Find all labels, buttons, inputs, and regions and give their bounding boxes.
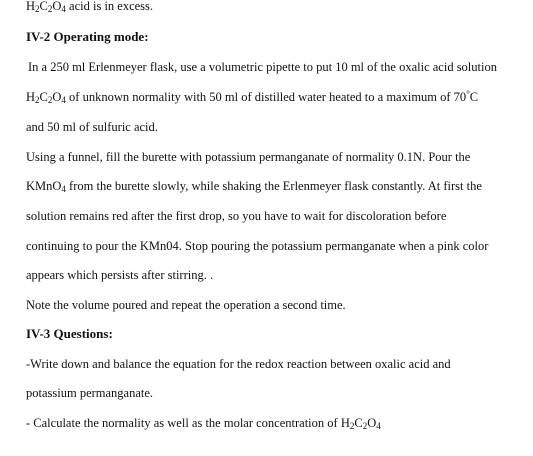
formula-subscript: 4 <box>61 4 66 14</box>
paragraph-line: solution remains red after the first drop, so you have to wait for discoloration before <box>26 209 447 223</box>
formula-part: H <box>26 0 36 13</box>
degree-symbol: ° <box>466 89 470 99</box>
paragraph-line: Using a funnel, fill the burette with potassium permanganate of normality 0.1N. Pour the <box>26 150 471 164</box>
line-text: - Calculate the normality as well as the molar concentration of <box>26 416 341 430</box>
formula-part: H <box>26 90 36 104</box>
temperature-unit: C <box>469 90 479 104</box>
formula-subscript: 2 <box>35 4 40 14</box>
oxalic-solution-line <box>26 89 478 105</box>
formula-subscript: 2 <box>349 421 355 431</box>
formula-part: O <box>52 0 62 13</box>
formula-subscript: 2 <box>47 95 53 105</box>
question-line: potassium permanganate. <box>26 386 154 400</box>
formula-part: O <box>367 416 377 430</box>
line-text: from the burette slowly, while shaking the Erlenmeyer flask constantly. At first the <box>65 179 482 193</box>
formula-part: H <box>340 416 350 430</box>
excess-acid-line <box>26 0 153 14</box>
formula-subscript: 4 <box>61 95 66 105</box>
formula-part: C <box>354 416 363 430</box>
kmno4-line <box>26 178 482 194</box>
formula-subscript: 2 <box>35 95 40 105</box>
formula-subscript: 4 <box>61 184 66 194</box>
formula-part: C <box>39 0 48 13</box>
formula-part: O <box>52 90 62 104</box>
operating-mode-heading: IV-2 Operating mode: <box>26 29 149 44</box>
questions-heading: IV-3 Questions: <box>26 326 113 341</box>
formula-part: C <box>39 90 48 104</box>
paragraph-line: continuing to pour the KMn04. Stop pouring the potassium permanganate when a pink color <box>26 239 489 253</box>
formula-subscript: 2 <box>47 4 53 14</box>
line-text: of unknown normality with 50 ml of distilled water heated to a maximum of 70 <box>65 90 467 104</box>
line-text: acid is in excess. <box>65 0 154 13</box>
formula-subscript: 4 <box>376 421 381 431</box>
question-line: -Write down and balance the equation for the redox reaction between oxalic acid and <box>26 357 451 371</box>
formula-subscript: 2 <box>362 421 368 431</box>
paragraph-line: Note the volume poured and repeat the operation a second time. <box>26 298 346 312</box>
paragraph-line: and 50 ml of sulfuric acid. <box>26 120 158 134</box>
paragraph-line: appears which persists after stirring. . <box>26 268 214 282</box>
paragraph-line: In a 250 ml Erlenmeyer flask, use a volumetric pipette to put 10 ml of the oxalic acid solution <box>28 60 497 74</box>
question-formula-line <box>26 415 381 431</box>
formula-part: KMnO <box>26 179 62 193</box>
